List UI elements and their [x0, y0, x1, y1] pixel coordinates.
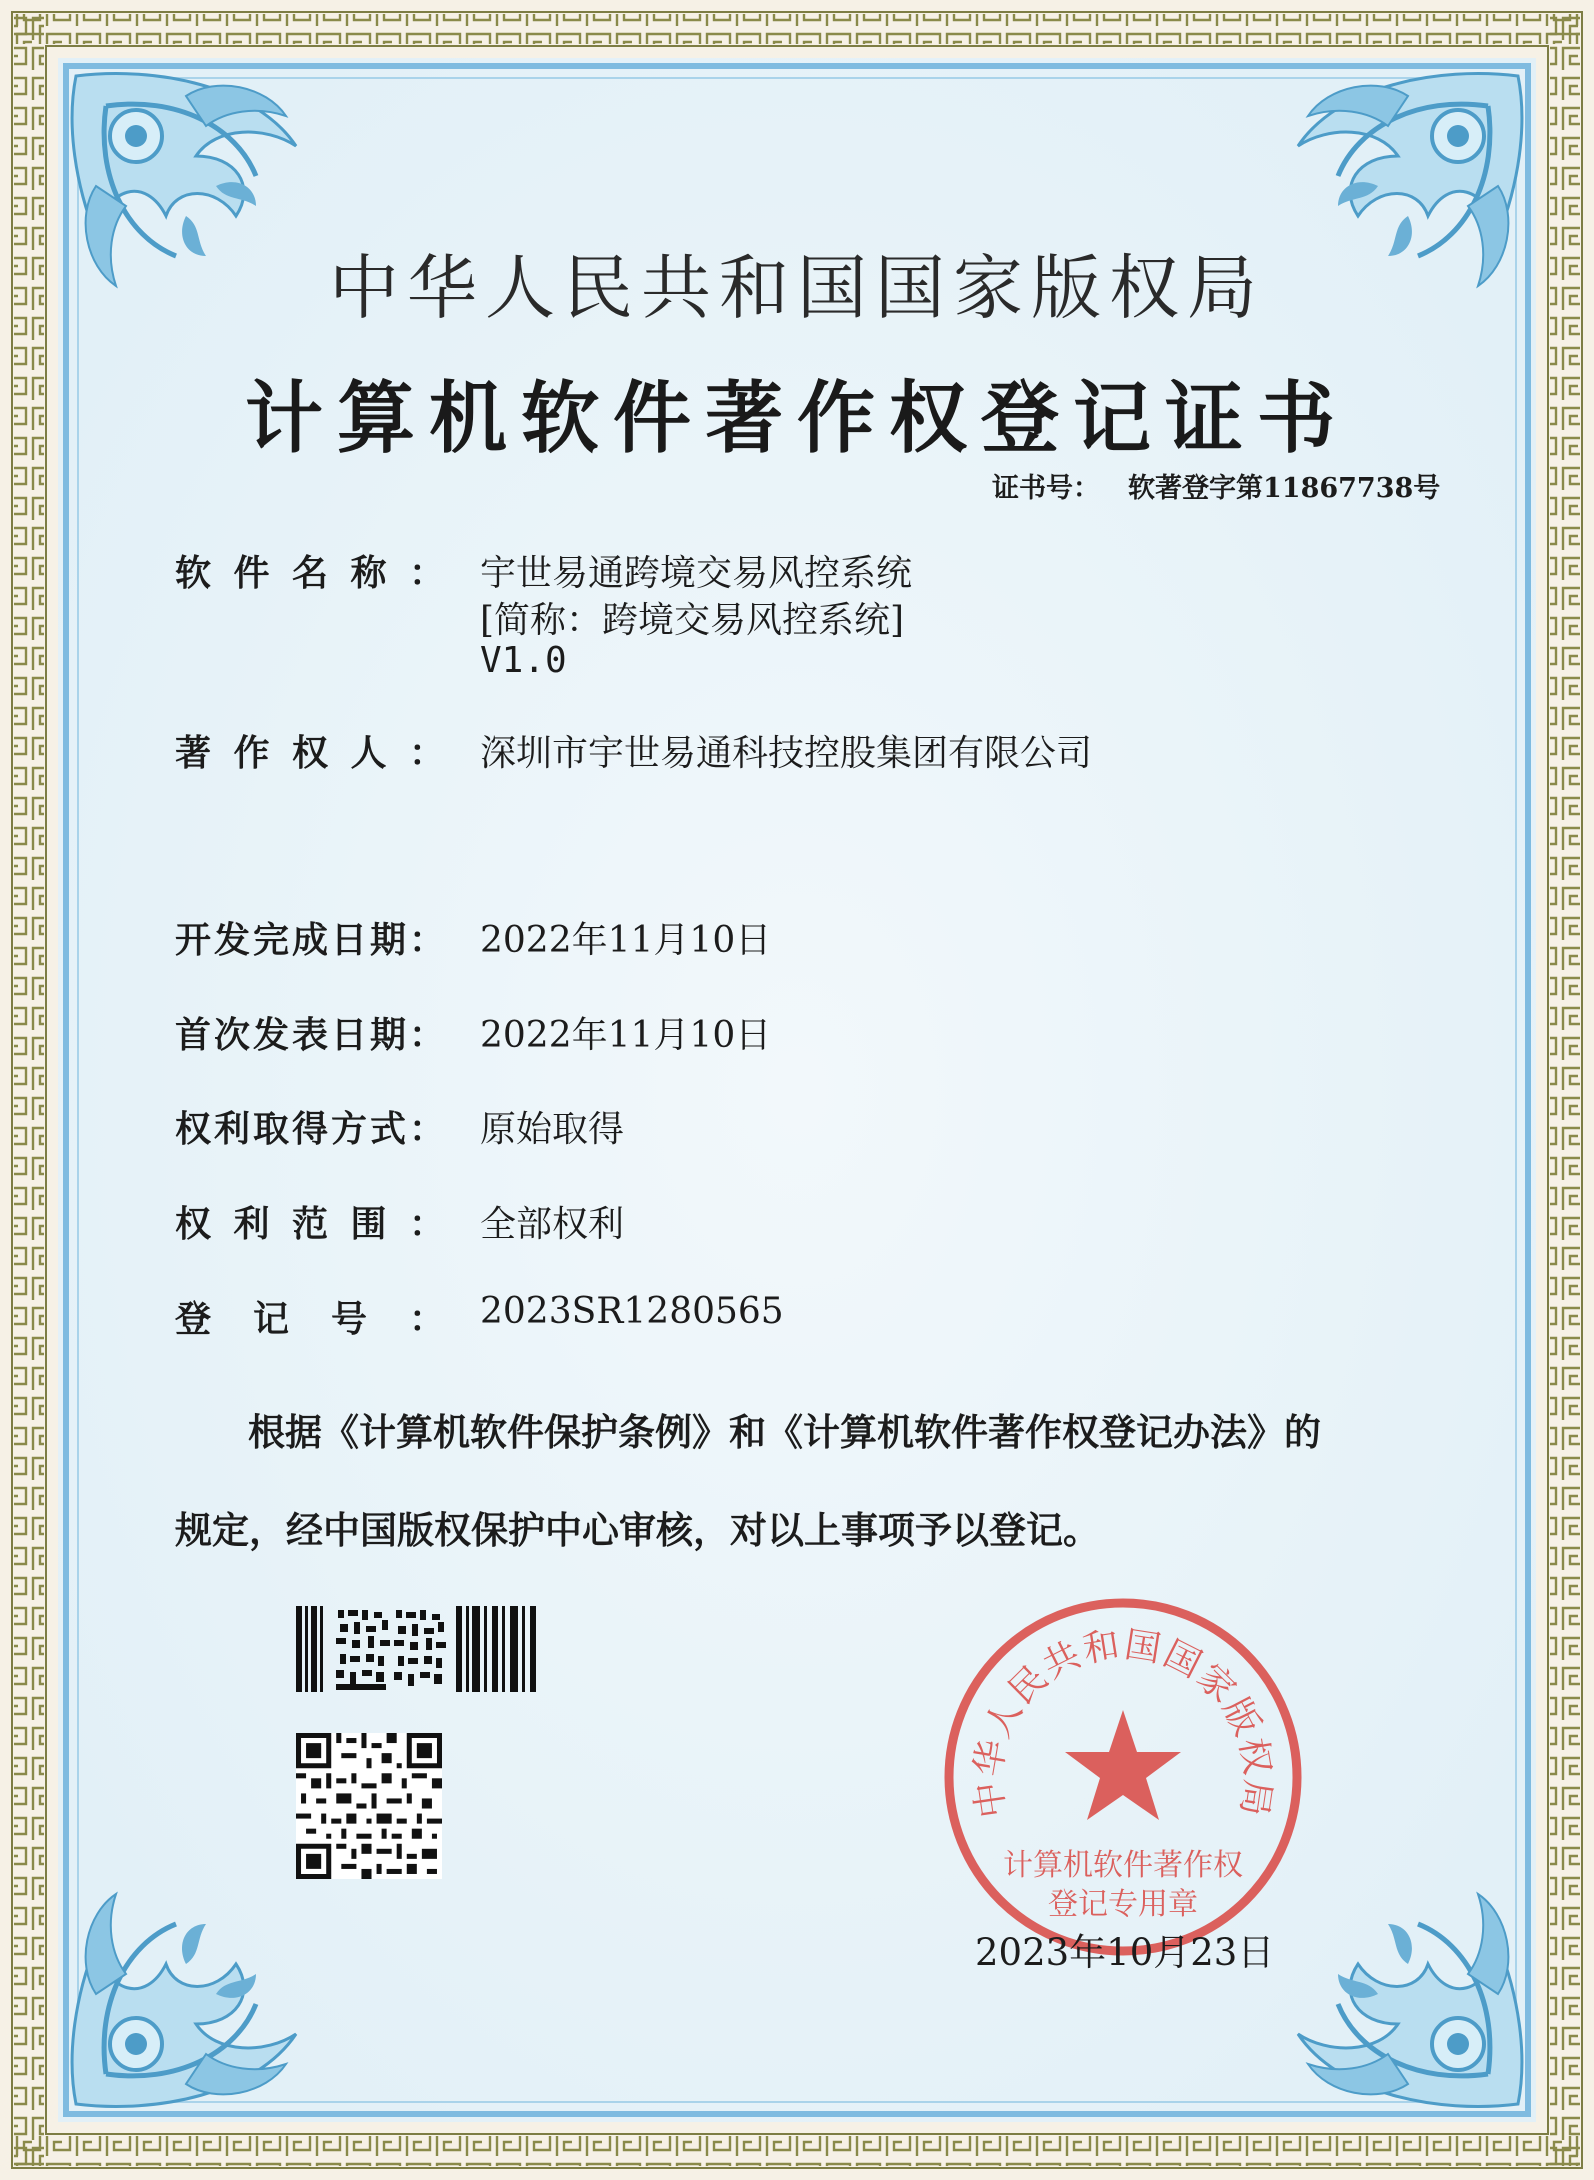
- publication-date-label: 首次发表日期：: [175, 1014, 445, 1056]
- rights-scope-value: 全部权利: [480, 1204, 625, 1245]
- rights-scope-label: 权利范围：: [175, 1203, 445, 1245]
- seal-ring-text: 中华人民共和国国家版权局: [967, 1624, 1279, 1821]
- statement-line2: 规定，经中国版权保护中心审核，对以上事项予以登记。: [175, 1508, 1100, 1552]
- completion-date-value: 2022年11月10日: [480, 920, 772, 961]
- software-version: V1.0: [480, 640, 567, 681]
- publication-date-value: 2022年11月10日: [480, 1015, 772, 1056]
- certificate-number-label: 证书号：: [992, 473, 1100, 504]
- software-name-label: 软件名称：: [175, 552, 445, 594]
- rights-acquisition-value: 原始取得: [480, 1109, 625, 1150]
- completion-date-label: 开发完成日期：: [175, 919, 445, 961]
- copyright-owner-label: 著作权人：: [175, 732, 445, 774]
- qr-code: [296, 1733, 442, 1879]
- rights-acquisition-label: 权利取得方式：: [175, 1108, 445, 1150]
- registration-number-label: 登记号：: [175, 1298, 445, 1340]
- registration-number-value: 2023SR1280565: [480, 1291, 784, 1332]
- software-name-line1: 宇世易通跨境交易风控系统: [480, 553, 913, 594]
- copyright-owner-value: 深圳市宇世易通科技控股集团有限公司: [480, 733, 1093, 774]
- seal-line2: 登记专用章: [1048, 1887, 1198, 1922]
- certificate-number-value: 软著登字第11867738号: [1128, 473, 1441, 504]
- barcode: [296, 1606, 536, 1692]
- certificate-number: [992, 466, 1440, 505]
- seal-line1: 计算机软件著作权: [1003, 1848, 1243, 1883]
- certificate-title: 计算机软件著作权登记证书: [244, 373, 1349, 464]
- software-name-line2: [简称：跨境交易风控系统]: [480, 600, 905, 641]
- issuing-authority: 中华人民共和国国家版权局: [329, 247, 1265, 329]
- statement-line1: 根据《计算机软件保护条例》和《计算机软件著作权登记办法》的: [248, 1410, 1321, 1454]
- issue-date: 2023年10月23日: [975, 1931, 1275, 1974]
- official-seal: [938, 1592, 1308, 1962]
